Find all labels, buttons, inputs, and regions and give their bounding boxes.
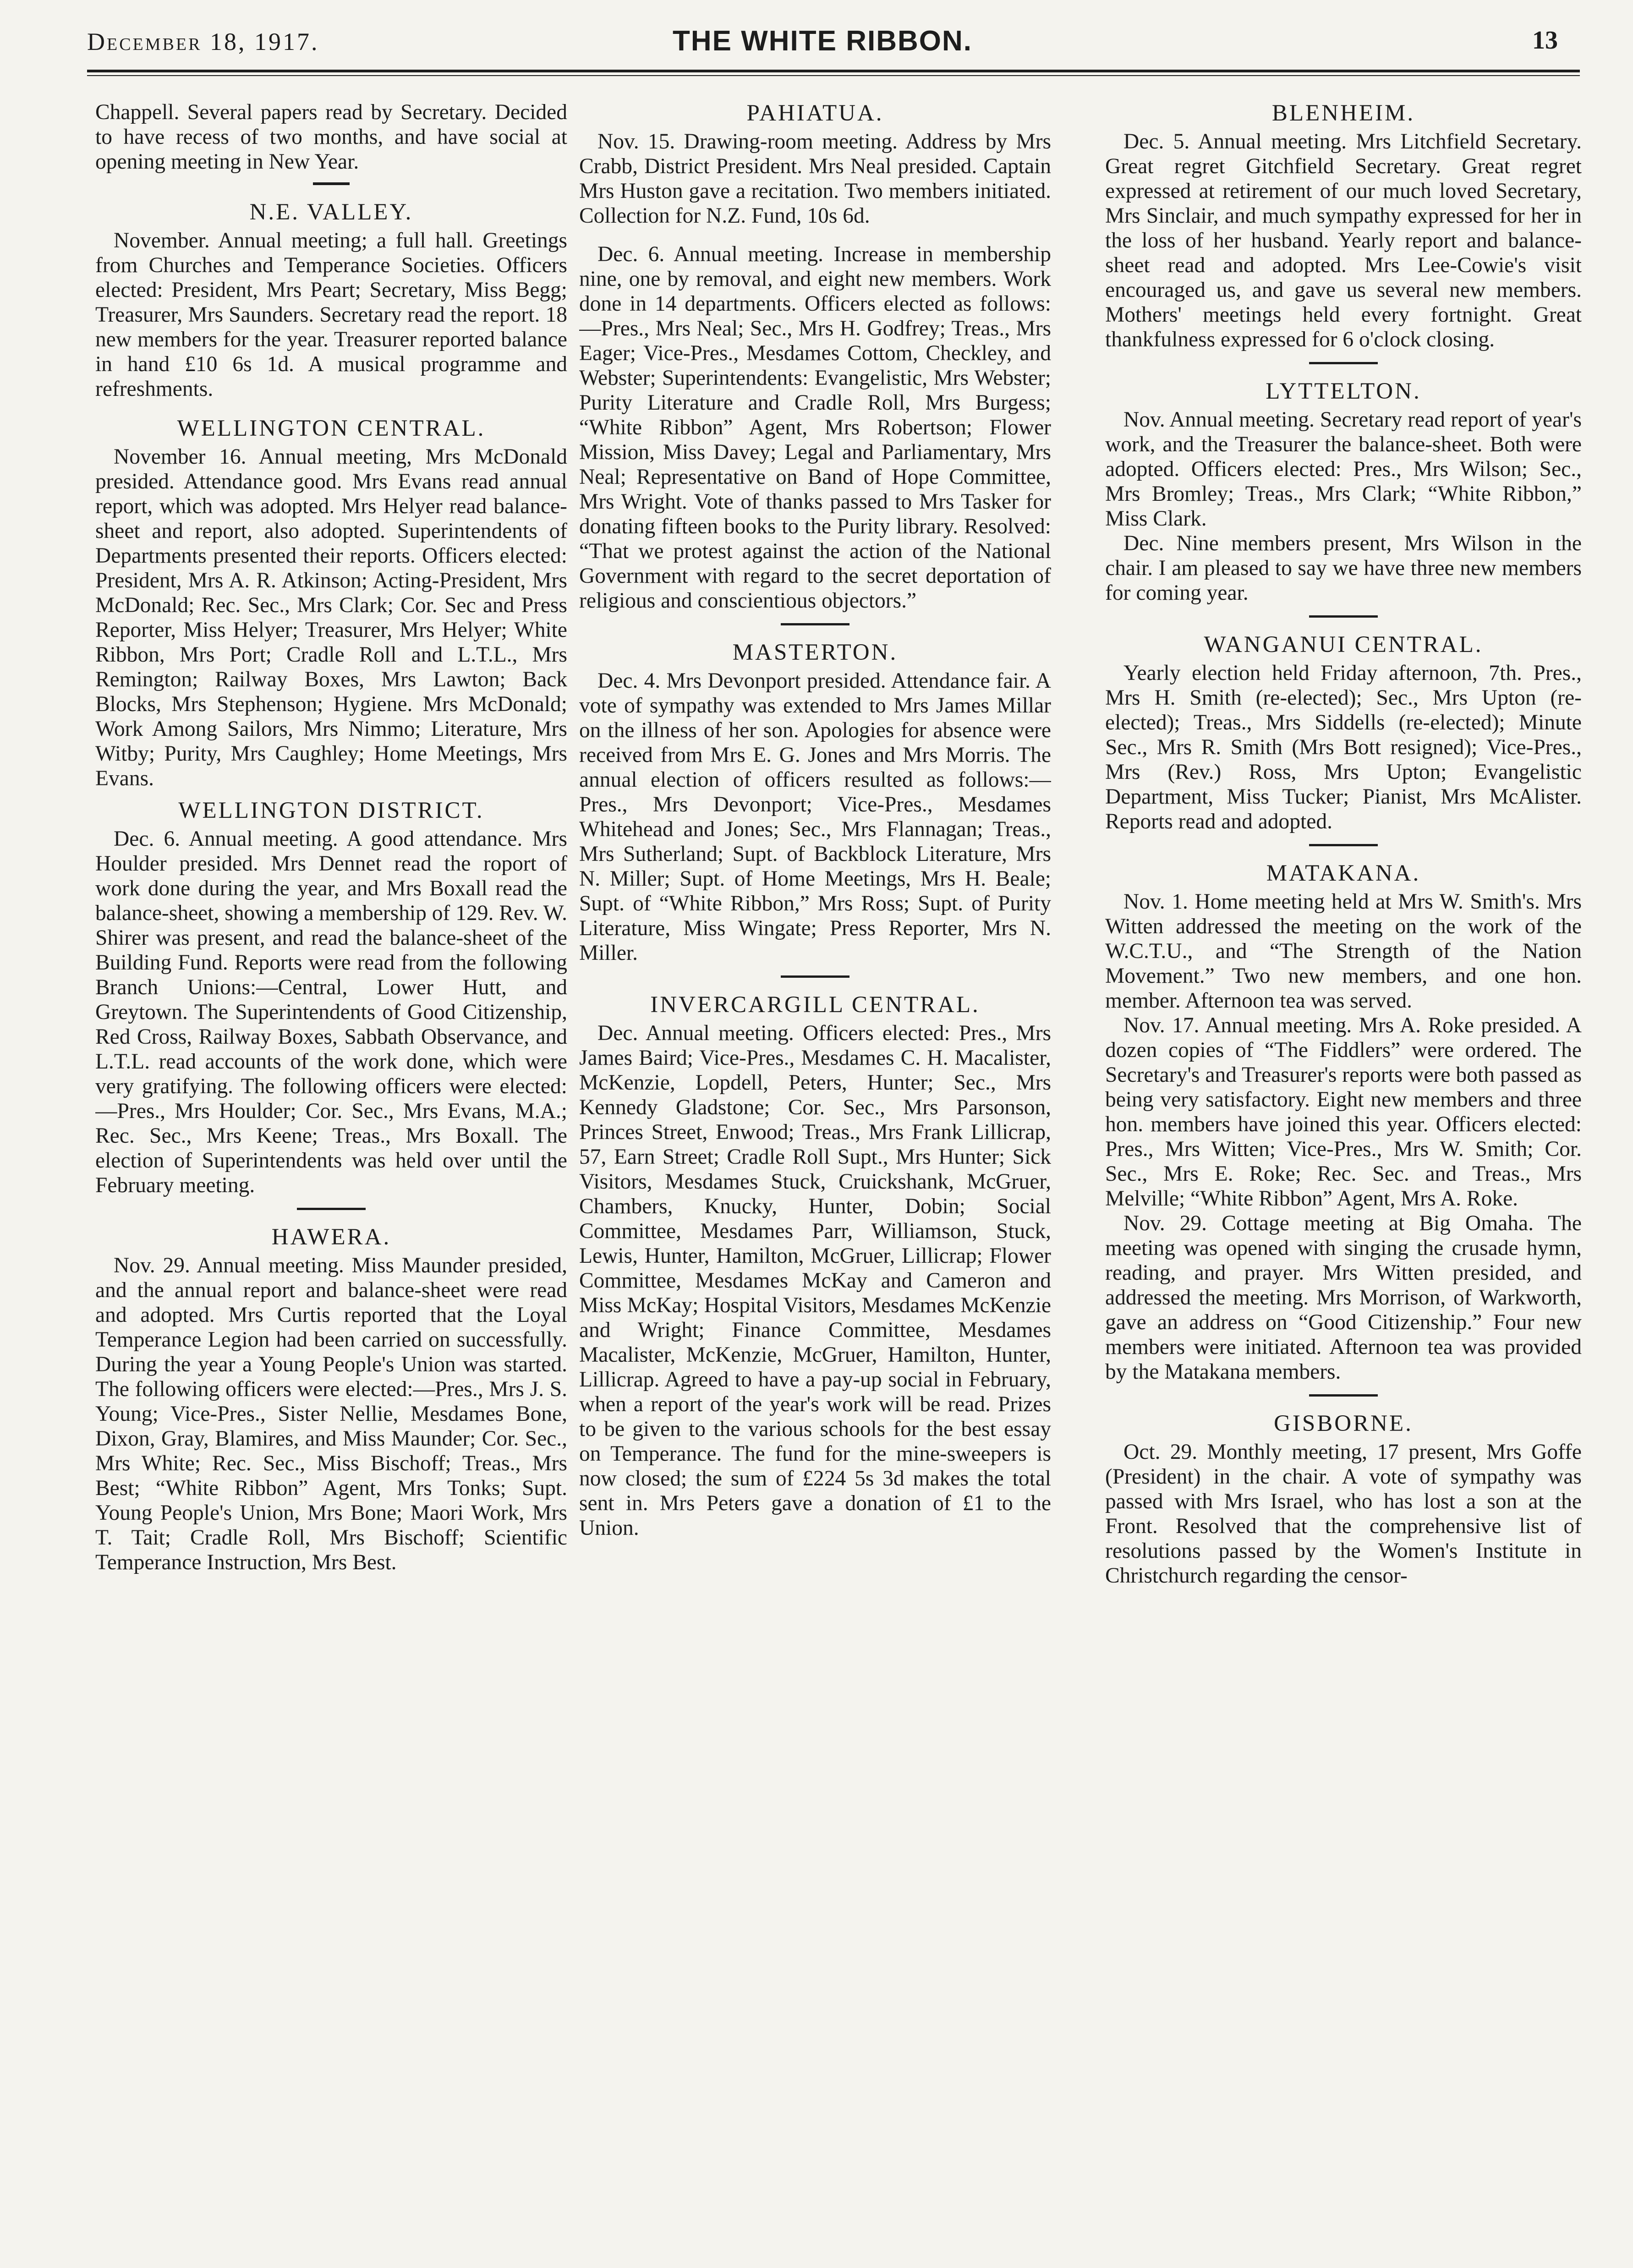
section-title-wanganui-central: WANGANUI CENTRAL. [1204,632,1483,657]
column-3 [1105,100,1582,2253]
section-divider [781,623,849,625]
section-divider [1309,615,1378,618]
section-title-masterton: MASTERTON. [732,640,898,665]
publication-title: THE WHITE RIBBON. [673,25,972,57]
wanganui-central-report: Yearly election held Friday afternoon, 7th. Pres., Mrs H. Smith (re-elected); Sec., Mrs Upton (re-elected); Treas., Mrs Siddells (re-elected); Minute Sec., Mrs R. Smith (Mrs Bott resigned); Vice-Pres., Mrs (Rev.) Ross, Mrs Upton; Evangelistic Department, Miss Tucker; Pianist, Mrs McAlister. Reports read and adopted. [1105,661,1582,833]
pahiatua-report-2: Dec. 6. Annual meeting. Increase in membership nine, one by removal, and eight new members. Work done in 14 departments. Officers elected as follows:—Pres., Mrs Neal; Sec., Mrs H. Godfrey; Treas., Mrs Eager; Vice-Pres., Mesdames Cottom, Checkley, and Webster; Superintendents: Evangelistic, Mrs Webster; Purity Literature and Cradle Roll, Mrs Burgess; “White Ribbon” Agent, Mrs Robertson; Flower Mission, Miss Davey; Legal and Parliamentary, Mrs Neal; Representative on Band of Hope Committee, Mrs Wright. Vote of thanks passed to Mrs Tasker for donating fifteen books to the Purity library. Resolved: “That we protest against the action of the National Government with regard to the secret deportation of religious and conscientious objectors.” [579,242,1051,613]
continued-paragraph: Chappell. Several papers read by Secretary. Decided to have recess of two months, and have social at opening meeting in New Year. [95,100,567,174]
header-rule-thin [87,75,1580,76]
lyttelton-report-1: Nov. Annual meeting. Secretary read report of year's work, and the Treasurer the balance-sheet. Both were adopted. Officers elected: Pres., Mrs Wilson; Sec., Mrs Bromley; Treas., Mrs Clark; “White Ribbon,” Miss Clark. [1105,408,1582,531]
masterton-report: Dec. 4. Mrs Devonport presided. Attendance fair. A vote of sympathy was extended to Mrs James Millar on the illness of her son. Apologies for absence were received from Mrs E. G. Jones and Mrs Morris. The annual election of officers resulted as follows:—Pres., Mrs Devonport; Vice-Pres., Mesdames Whitehead and Jones; Sec., Mrs Flannagan; Treas., Mrs Sutherland; Supt. of Backblock Literature, Mrs N. Miller; Supt. of Home Meetings, Mrs H. Beale; Supt. of “White Ribbon,” Mrs Ross; Supt. of Purity Literature, Miss Wingate; Press Reporter, Mrs N. Miller. [579,669,1051,965]
section-title-wellington-central: WELLINGTON CENTRAL. [177,416,486,441]
ne-valley-report: November. Annual meeting; a full hall. Greetings from Churches and Temperance Societies. Officers elected: President, Mrs Peart; Secretary, Miss Begg; Treasurer, Mrs Saunders. Secretary read the report. 18 new members for the year. Treasurer reported balance in hand £10 6s 1d. A musical programme and refreshments. [95,229,567,401]
page-header [87,27,1558,64]
invercargill-central-report: Dec. Annual meeting. Officers elected: Pres., Mrs James Baird; Vice-Pres., Mesdames C. H. Macalister, McKenzie, Lopdell, Peters, Hunter; Sec., Mrs Kennedy Gladstone; Cor. Sec., Mrs Parsonson, Princes Street, Enwood; Treas., Mrs Frank Lillicrap, 57, Earn Street; Cradle Roll Supt., Mrs Hunter; Sick Visitors, Mesdames Stuck, Cruickshank, McGruer, Chambers, Knucky, Hunter, Dobin; Social Committee, Mesdames Parr, Williamson, Stuck, Lewis, Hunter, Hamilton, McGruer, Lillicrap; Flower Committee, Mesdames McKay and Cameron and Miss McKay; Hospital Visitors, Mesdames McKenzie and Wright; Finance Committee, Mesdames Macalister, McKenzie, McGruer, Hamilton, Hunter, Lillicrap. Agreed to have a pay-up social in February, when a report of the year's work will be read. Prizes to be given to the various schools for the best essay on Temperance. The fund for the mine-sweepers is now closed; the sum of £224 5s 3d makes the total sent in. Mrs Peters gave a donation of £1 to the Union. [579,1021,1051,1540]
section-title-matakana: MATAKANA. [1266,860,1421,886]
section-title-ne-valley: N.E. VALLEY. [249,199,413,225]
page-number: 13 [1532,26,1558,55]
section-divider [297,1208,366,1210]
wellington-central-report: November 16. Annual meeting, Mrs McDonald presided. Attendance good. Mrs Evans read annual report, which was adopted. Mrs Helyer read balance-sheet and report, also adopted. Superintendents of Departments presented their reports. Officers elected: President, Mrs A. R. Atkinson; Acting-President, Mrs McDonald; Rec. Sec., Mrs Clark; Cor. Sec and Press Reporter, Miss Helyer; Treasurer, Mrs Helyer; White Ribbon, Mrs Port; Cradle Roll and L.T.L., Mrs Remington; Railway Boxes, Mrs Lawton; Back Blocks, Mrs Stephenson; Hygiene. Mrs McDonald; Work Among Sailors, Mrs Nimmo; Literature, Mrs Witby; Purity, Mrs Caughley; Home Meetings, Mrs Evans. [95,445,567,790]
hawera-report: Nov. 29. Annual meeting. Miss Maunder presided, and the annual report and balance-sheet were read and adopted. Mrs Curtis reported that the Loyal Temperance Legion had been carried on successfully. During the year a Young People's Union was started. The following officers were elected:—Pres., Mrs J. S. Young; Vice-Pres., Sister Nellie, Mesdames Bone, Dixon, Gray, Blamires, and Miss Maunder; Cor. Sec., Mrs White; Rec. Sec., Miss Bischoff; Treas., Mrs Best; “White Ribbon” Agent, Mrs Tonks; Supt. Young People's Union, Mrs Bone; Maori Work, Mrs T. Tait; Cradle Roll, Mrs Bischoff; Scientific Temperance Instruction, Mrs Best. [95,1254,567,1574]
section-title-lyttelton: LYTTELTON. [1266,378,1421,404]
matakana-report-1: Nov. 1. Home meeting held at Mrs W. Smith's. Mrs Witten addressed the meeting on the work of the W.C.T.U., and “The Strength of the Nation Movement.” Two new members, and one hon. member. Afternoon tea was served. [1105,890,1582,1013]
section-divider [1309,844,1378,846]
section-divider [313,182,350,185]
section-title-wellington-district: WELLINGTON DISTRICT. [178,798,484,823]
wellington-district-report: Dec. 6. Annual meeting. A good attendance. Mrs Houlder presided. Mrs Dennet read the roport of work done during the year, and Mrs Boxall read the balance-sheet, showing a membership of 129. Rev. W. Shirer was present, and read the balance-sheet of the Building Fund. Reports were read from the following Branch Unions:—Central, Lower Hutt, and Greytown. The Superintendents of Good Citizenship, Red Cross, Railway Boxes, Sabbath Observance, and L.T.L. read accounts of the work done, which were very gratifying. The following officers were elected:—Pres., Mrs Houlder; Cor. Sec., Mrs Evans, M.A.; Rec. Sec., Mrs Keene; Treas., Mrs Boxall. The election of Superintendents was held over until the February meeting. [95,827,567,1197]
section-title-blenheim: BLENHEIM. [1271,100,1415,126]
issue-date: December 18, 1917. [87,28,319,55]
gisborne-report: Oct. 29. Monthly meeting, 17 present, Mrs Goffe (President) in the chair. A vote of sympathy was passed with Mrs Israel, who has lost a son at the Front. Resolved that the comprehensive list of resolutions passed by the Women's Institute in Christchurch regarding the censor- [1105,1440,1582,1588]
header-rule-thick [87,70,1580,72]
section-divider [781,975,849,978]
matakana-report-2: Nov. 17. Annual meeting. Mrs A. Roke presided. A dozen copies of “The Fiddlers” were ordered. The Secretary's and Treasurer's reports were both passed as being very satisfactory. Eight new members and three hon. members have joined this year. Officers elected: Pres., Mrs Witten; Vice-Pres., Mrs W. Smith; Cor. Sec., Mrs E. Roke; Rec. Sec. and Treas., Mrs Melville; “White Ribbon” Agent, Mrs A. Roke. [1105,1013,1582,1211]
column-2 [579,100,1051,2253]
section-title-invercargill-central: INVERCARGILL CENTRAL. [650,992,980,1018]
lyttelton-report-2: Dec. Nine members present, Mrs Wilson in the chair. I am pleased to say we have three new members for coming year. [1105,531,1582,605]
matakana-report-3: Nov. 29. Cottage meeting at Big Omaha. The meeting was opened with singing the crusade hymn, reading, and prayer. Mrs Witten presided, and addressed the meeting. Mrs Morrison, of Warkworth, gave an address on “Good Citizenship.” Four new members were initiated. Afternoon tea was provided by the Matakana members. [1105,1211,1582,1384]
blenheim-report: Dec. 5. Annual meeting. Mrs Litchfield Secretary. Great regret Gitchfield Secretary. Great regret expressed at retirement of our much loved Secretary, Mrs Sinclair, and much sympathy expressed for her in the loss of her husband. Yearly report and balance-sheet read and adopted. Mrs Lee-Cowie's visit encouraged us, and gave us several new members. Mothers' meetings held every fortnight. Great thankfulness expressed for 6 o'clock closing. [1105,130,1582,351]
section-title-pahiatua: PAHIATUA. [746,100,884,126]
section-title-hawera: HAWERA. [271,1224,391,1250]
section-divider [1309,1394,1378,1397]
section-title-gisborne: GISBORNE. [1274,1411,1413,1436]
column-1 [95,100,567,2253]
section-divider [1309,362,1378,364]
pahiatua-report-1: Nov. 15. Drawing-room meeting. Address by Mrs Crabb, District President. Mrs Neal presided. Captain Mrs Huston gave a recitation. Two members initiated. Collection for N.Z. Fund, 10s 6d. [579,130,1051,228]
